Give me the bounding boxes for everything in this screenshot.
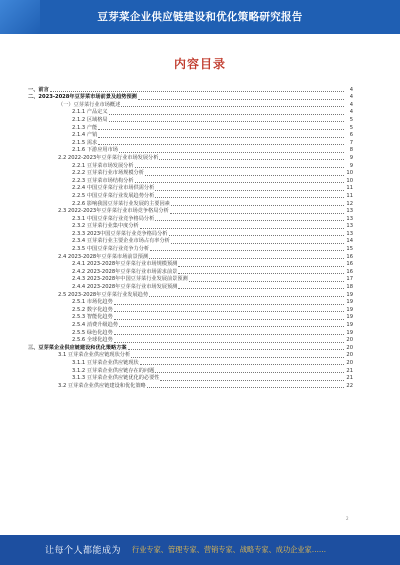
toc-entry-page: 11 <box>346 192 353 199</box>
toc-entry-page: 13 <box>346 215 353 222</box>
toc-entry-label: 2.2.4 中国豆芽菜行业市场供需分析 <box>72 185 155 192</box>
toc-entry-page: 4 <box>349 109 353 116</box>
toc-entry-label: 2.4.2 2023-2028年豆芽菜行业市场需求前景 <box>72 268 178 275</box>
toc-entry-label: 2.3.4 豆芽菜行业主要企业市场占有率分析 <box>72 238 170 245</box>
toc-heading: 内容目录 <box>173 57 226 71</box>
toc-entry[interactable] <box>28 200 353 208</box>
toc-entry-page: 4 <box>349 86 353 93</box>
toc-entry-label: 2.2.6 影响我国豆芽菜行业发展的主要因素 <box>72 200 170 207</box>
toc-entry-page: 19 <box>346 291 353 298</box>
toc-entry-page: 4 <box>349 101 353 108</box>
toc-entry-page: 16 <box>346 268 353 275</box>
toc-entry-label: 2.5.6 全球化趋势 <box>72 337 113 344</box>
toc-entry-label: 2.2.1 豆芽菜市场发展分析 <box>72 162 134 169</box>
toc-entry-label: 2.3 2022-2023年豆芽菜行业市场竞争格局分析 <box>58 208 169 215</box>
toc-leader-dots <box>145 174 344 176</box>
toc-leader-dots <box>114 303 344 305</box>
toc-leader-dots <box>135 181 344 183</box>
toc-leader-dots <box>178 265 344 267</box>
toc-entry-label: 2.2.5 中国豆芽菜行业发展趋势分析 <box>72 192 155 199</box>
toc-entry-label: 一、前言 <box>28 86 49 93</box>
toc-entry-page: 21 <box>346 375 353 382</box>
toc-entry-label: 2.5.1 市场化趋势 <box>72 299 113 306</box>
toc-entry-page: 10 <box>346 177 353 184</box>
toc-entry[interactable] <box>28 162 353 170</box>
toc-entry[interactable] <box>28 139 353 147</box>
toc-entry-page: 16 <box>346 253 353 260</box>
toc-leader-dots <box>149 295 344 297</box>
toc-entry-page: 8 <box>349 147 353 154</box>
toc-entry-page: 10 <box>346 170 353 177</box>
toc-entry[interactable] <box>28 306 353 314</box>
toc-entry-label: 二、2023-2028年豆芽菜市场前景及趋势预测 <box>28 94 137 101</box>
toc-entry-page: 13 <box>346 208 353 215</box>
toc-entry[interactable] <box>28 321 353 329</box>
toc-leader-dots <box>109 113 344 115</box>
toc-leader-dots <box>155 219 344 221</box>
toc-entry-label: 3.1.1 豆芽菜企业供应链现状 <box>72 359 139 366</box>
toc-entry[interactable] <box>28 314 353 322</box>
toc-entry-page: 11 <box>346 185 353 192</box>
toc-entry-page: 13 <box>346 230 353 237</box>
toc-entry-page: 21 <box>346 367 353 374</box>
toc-leader-dots <box>114 333 344 335</box>
toc-entry[interactable] <box>28 215 353 223</box>
toc-entry[interactable] <box>28 154 353 162</box>
page-header <box>0 0 400 34</box>
toc-entry[interactable] <box>28 177 353 185</box>
toc-entry[interactable] <box>28 109 353 117</box>
toc-entry[interactable] <box>28 382 353 390</box>
toc-leader-dots <box>155 196 344 198</box>
page-footer <box>0 535 400 565</box>
toc-leader-dots <box>149 257 344 259</box>
toc-entry-label: 3.1 豆芽菜企业供应链现状分析 <box>58 352 131 359</box>
toc-leader-dots <box>135 166 344 168</box>
toc-entry[interactable] <box>28 268 353 276</box>
toc-entry[interactable] <box>28 245 353 253</box>
toc-leader-dots <box>131 356 344 358</box>
toc-entry-page: 9 <box>349 154 353 161</box>
toc-entry-label: 2.4.4 2023-2028年豆芽菜行业市场发展预测 <box>72 284 178 291</box>
toc-entry-page: 20 <box>346 344 353 351</box>
toc-entry-label: 2.1.1 产品定义 <box>72 109 108 116</box>
toc-entry-label: 3.2 豆芽菜企业供应链建设和优化策略 <box>58 382 146 389</box>
toc-entry[interactable] <box>28 344 353 352</box>
toc-leader-dots <box>189 280 344 282</box>
toc-entry[interactable] <box>28 291 353 299</box>
toc-leader-dots <box>171 242 344 244</box>
toc-entry-page: 19 <box>346 314 353 321</box>
toc-entry[interactable] <box>28 283 353 291</box>
toc-entry-label: 2.5.4 消费升级趋势 <box>72 322 118 328</box>
toc-entry[interactable] <box>28 337 353 345</box>
toc-leader-dots <box>114 341 344 343</box>
toc-entry-page: 5 <box>349 124 353 131</box>
toc-entry-page: 19 <box>346 329 353 336</box>
toc-entry-page: 17 <box>346 276 353 283</box>
toc-entry-label: 2.4.3 2023-2028年中国豆芽菜行业发展前景预测 <box>72 276 188 283</box>
table-of-contents <box>28 86 353 390</box>
toc-entry-label: 2.5 2023-2028年豆芽菜行业发展趋势 <box>58 291 149 298</box>
toc-entry[interactable] <box>28 329 353 337</box>
toc-leader-dots <box>98 128 344 130</box>
toc-entry[interactable] <box>28 230 353 238</box>
toc-entry[interactable] <box>28 276 353 284</box>
toc-entry-page: 16 <box>346 261 353 268</box>
toc-leader-dots <box>140 363 344 365</box>
toc-entry[interactable] <box>28 124 353 132</box>
toc-entry[interactable] <box>28 116 353 124</box>
toc-entry-label: 3.1.3 豆芽菜企业供应链优化的必要性 <box>72 375 160 382</box>
toc-entry-label: 2.3.1 中国豆芽菜行业竞争格局分析 <box>72 215 155 222</box>
toc-entry-label: （一）豆芽菜行业市场概述 <box>58 101 121 108</box>
toc-entry-label: 2.2.2 豆芽菜行业市场规模分析 <box>72 170 144 177</box>
toc-entry[interactable] <box>28 359 353 367</box>
toc-leader-dots <box>155 371 344 373</box>
toc-leader-dots <box>155 189 344 191</box>
toc-leader-dots <box>50 90 344 92</box>
toc-entry-label: 2.1.5 需求 <box>72 139 98 146</box>
toc-entry-page: 18 <box>346 284 353 291</box>
toc-entry-page: 19 <box>346 306 353 313</box>
toc-leader-dots <box>98 136 344 138</box>
toc-leader-dots <box>178 287 344 289</box>
toc-entry-label: 2.1.2 区域格局 <box>72 116 108 123</box>
toc-leader-dots <box>121 105 344 107</box>
toc-entry-label: 2.3.5 中国豆芽菜行业竞争力分析 <box>72 246 150 253</box>
toc-leader-dots <box>160 379 344 381</box>
toc-entry-label: 3.1.2 豆芽菜企业供应链存在的问题 <box>72 367 155 374</box>
toc-leader-dots <box>178 272 344 274</box>
report-title: 豆芽菜企业供应链建设和优化策略研究报告 <box>97 11 303 23</box>
toc-leader-dots <box>150 249 344 251</box>
page-number: 2 <box>346 516 349 521</box>
toc-entry[interactable] <box>28 238 353 246</box>
toc-entry[interactable] <box>28 261 353 269</box>
toc-leader-dots <box>98 143 344 145</box>
toc-leader-dots <box>140 227 344 229</box>
toc-leader-dots <box>170 212 344 214</box>
toc-entry[interactable] <box>28 185 353 193</box>
toc-entry[interactable] <box>28 253 353 261</box>
toc-entry[interactable] <box>28 170 353 178</box>
toc-leader-dots <box>109 120 344 122</box>
toc-entry[interactable] <box>28 132 353 140</box>
toc-entry-page: 14 <box>346 238 353 245</box>
toc-leader-dots <box>159 158 344 160</box>
toc-entry-page: 5 <box>349 116 353 123</box>
toc-entry-page: 19 <box>346 299 353 306</box>
toc-entry[interactable] <box>28 192 353 200</box>
toc-leader-dots <box>114 310 344 312</box>
toc-entry[interactable] <box>28 147 353 155</box>
toc-leader-dots <box>119 151 344 153</box>
toc-leader-dots <box>171 204 344 206</box>
footer-slogan: 让每个人都能成为 <box>45 546 122 556</box>
toc-leader-dots <box>138 98 344 100</box>
toc-entry-label: 2.5.2 数字化趋势 <box>72 306 113 313</box>
toc-entry[interactable] <box>28 375 353 383</box>
toc-entry-label: 2.5.3 智能化趋势 <box>72 314 113 321</box>
toc-entry[interactable] <box>28 367 353 375</box>
toc-entry-label: 2.1.4 产销 <box>72 132 98 139</box>
toc-leader-dots <box>147 386 344 388</box>
toc-entry[interactable] <box>28 101 353 109</box>
toc-entry[interactable] <box>28 223 353 231</box>
toc-entry-page: 6 <box>349 132 353 139</box>
toc-entry-page: 15 <box>346 246 353 253</box>
toc-leader-dots <box>128 348 344 350</box>
footer-tagline: 行业专家、管理专家、营销专家、战略专家、成功企业家…… <box>132 545 327 554</box>
toc-entry-page: 20 <box>346 352 353 359</box>
toc-entry-page: 19 <box>346 322 353 328</box>
toc-entry-page: 12 <box>346 200 353 207</box>
toc-entry[interactable] <box>28 208 353 216</box>
toc-entry[interactable] <box>28 86 353 94</box>
toc-entry-label: 2.2 2022-2023年豆芽菜行业市场发展分析 <box>58 154 159 161</box>
toc-entry-label: 2.4.1 2023-2028年豆芽菜行业市场规模预测 <box>72 261 178 268</box>
toc-entry-label: 2.1.6 下游应用市场 <box>72 147 118 154</box>
toc-entry-page: 9 <box>349 162 353 169</box>
toc-entry-label: 2.3.3 2023中国豆芽菜行业竞争格局分析 <box>72 230 168 237</box>
toc-leader-dots <box>169 234 345 236</box>
toc-entry[interactable] <box>28 299 353 307</box>
toc-entry-label: 2.3.2 豆芽菜行业集中度分析 <box>72 223 139 230</box>
toc-entry-label: 2.2.3 豆芽菜市场结构分析 <box>72 177 134 184</box>
toc-entry-page: 7 <box>349 139 353 146</box>
toc-entry-page: 4 <box>349 94 353 101</box>
toc-entry-page: 22 <box>346 382 353 389</box>
toc-entry-page: 20 <box>346 337 353 344</box>
toc-leader-dots <box>114 318 344 320</box>
toc-entry-label: 2.1.3 产能 <box>72 124 98 131</box>
toc-entry-page: 20 <box>346 359 353 366</box>
toc-entry-label: 2.5.5 绿色化趋势 <box>72 329 113 336</box>
toc-entry-page: 13 <box>346 223 353 230</box>
toc-entry-label: 2.4 2023-2028年豆芽菜市场前景预测 <box>58 253 149 260</box>
toc-leader-dots <box>119 325 344 327</box>
toc-entry[interactable] <box>28 94 353 102</box>
toc-entry-label: 三、豆芽菜企业供应链建设和优化策略方案 <box>28 344 127 351</box>
toc-entry[interactable] <box>28 352 353 360</box>
